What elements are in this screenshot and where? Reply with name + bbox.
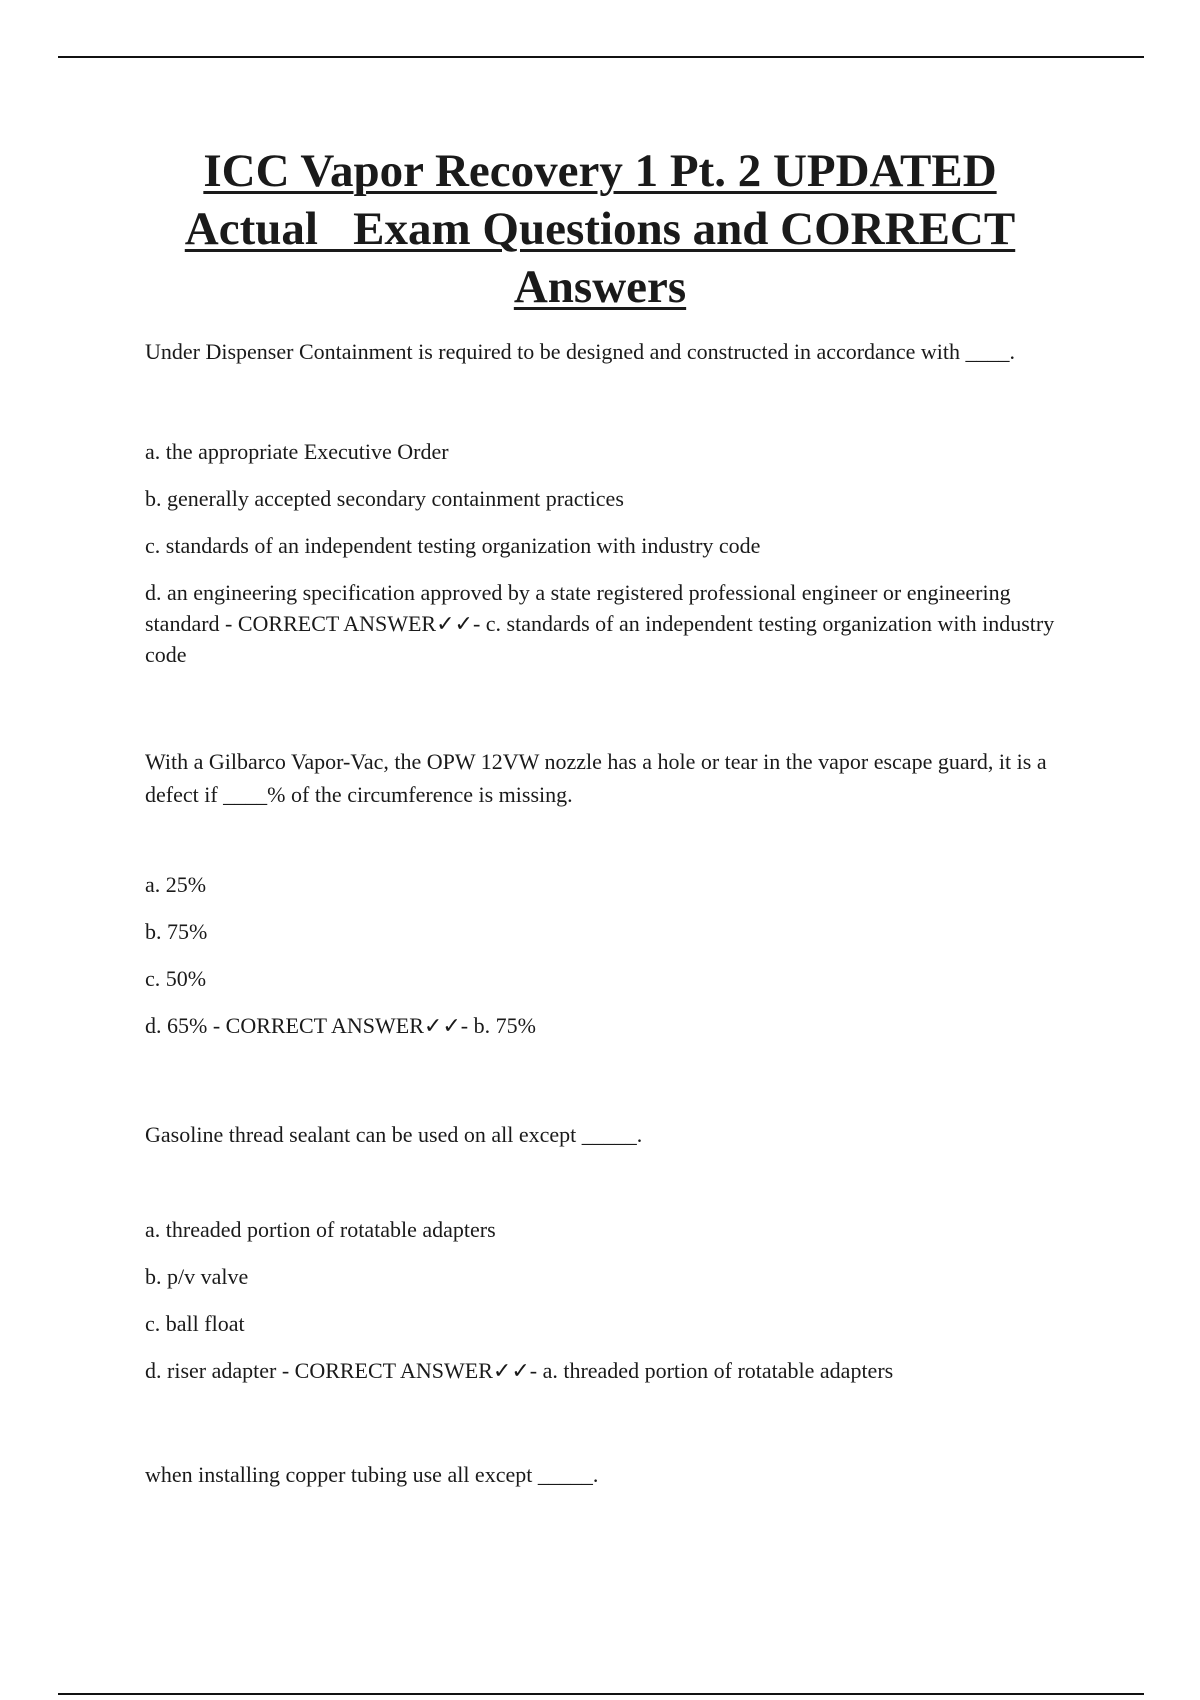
bottom-rule [58, 1693, 1144, 1695]
title-line-2: Actual Exam Questions and CORRECT [184, 203, 1016, 255]
question-list [145, 335, 1065, 1491]
title-line-3: Answers [513, 261, 687, 313]
question-1-option-c: c. standards of an independent testing organization with industry code [145, 533, 761, 558]
title-line-1: ICC Vapor Recovery 1 Pt. 2 UPDATED [203, 145, 997, 197]
document-title [60, 142, 1140, 316]
question-2-option-b: b. 75% [145, 919, 208, 944]
question-4 [145, 1458, 1065, 1491]
question-3-text: Gasoline thread sealant can be used on all except _____. [145, 1122, 643, 1147]
question-1-option-b: b. generally accepted secondary containment practices [145, 486, 624, 511]
question-4-text: when installing copper tubing use all except _____. [145, 1462, 599, 1487]
question-3-option-d: d. riser adapter - CORRECT ANSWER✓✓- a. threaded portion of rotatable adapters [145, 1358, 894, 1383]
question-3-option-c: c. ball float [145, 1311, 245, 1336]
question-3-option-b: b. p/v valve [145, 1264, 249, 1289]
question-2 [145, 745, 1065, 1041]
question-3 [145, 1118, 1065, 1386]
question-2-option-c: c. 50% [145, 966, 207, 991]
question-2-option-d: d. 65% - CORRECT ANSWER✓✓- b. 75% [145, 1013, 536, 1038]
question-1-option-a: a. the appropriate Executive Order [145, 439, 449, 464]
question-2-text: With a Gilbarco Vapor-Vac, the OPW 12VW nozzle has a hole or tear in the vapor escape guard, it is a defect if ____% of the circumference is missing. [145, 749, 1047, 807]
question-2-option-a: a. 25% [145, 872, 207, 897]
question-3-option-a: a. threaded portion of rotatable adapters [145, 1217, 496, 1242]
top-rule [58, 56, 1144, 58]
question-1-option-d: d. an engineering specification approved by a state registered professional engineer or engineering standard - CORRECT ANSWER✓✓- c. standards of an independent testing organization with industry code [145, 580, 1055, 667]
question-1-text: Under Dispenser Containment is required to be designed and constructed in accordance with ____. [145, 339, 1015, 364]
question-1 [145, 335, 1065, 670]
